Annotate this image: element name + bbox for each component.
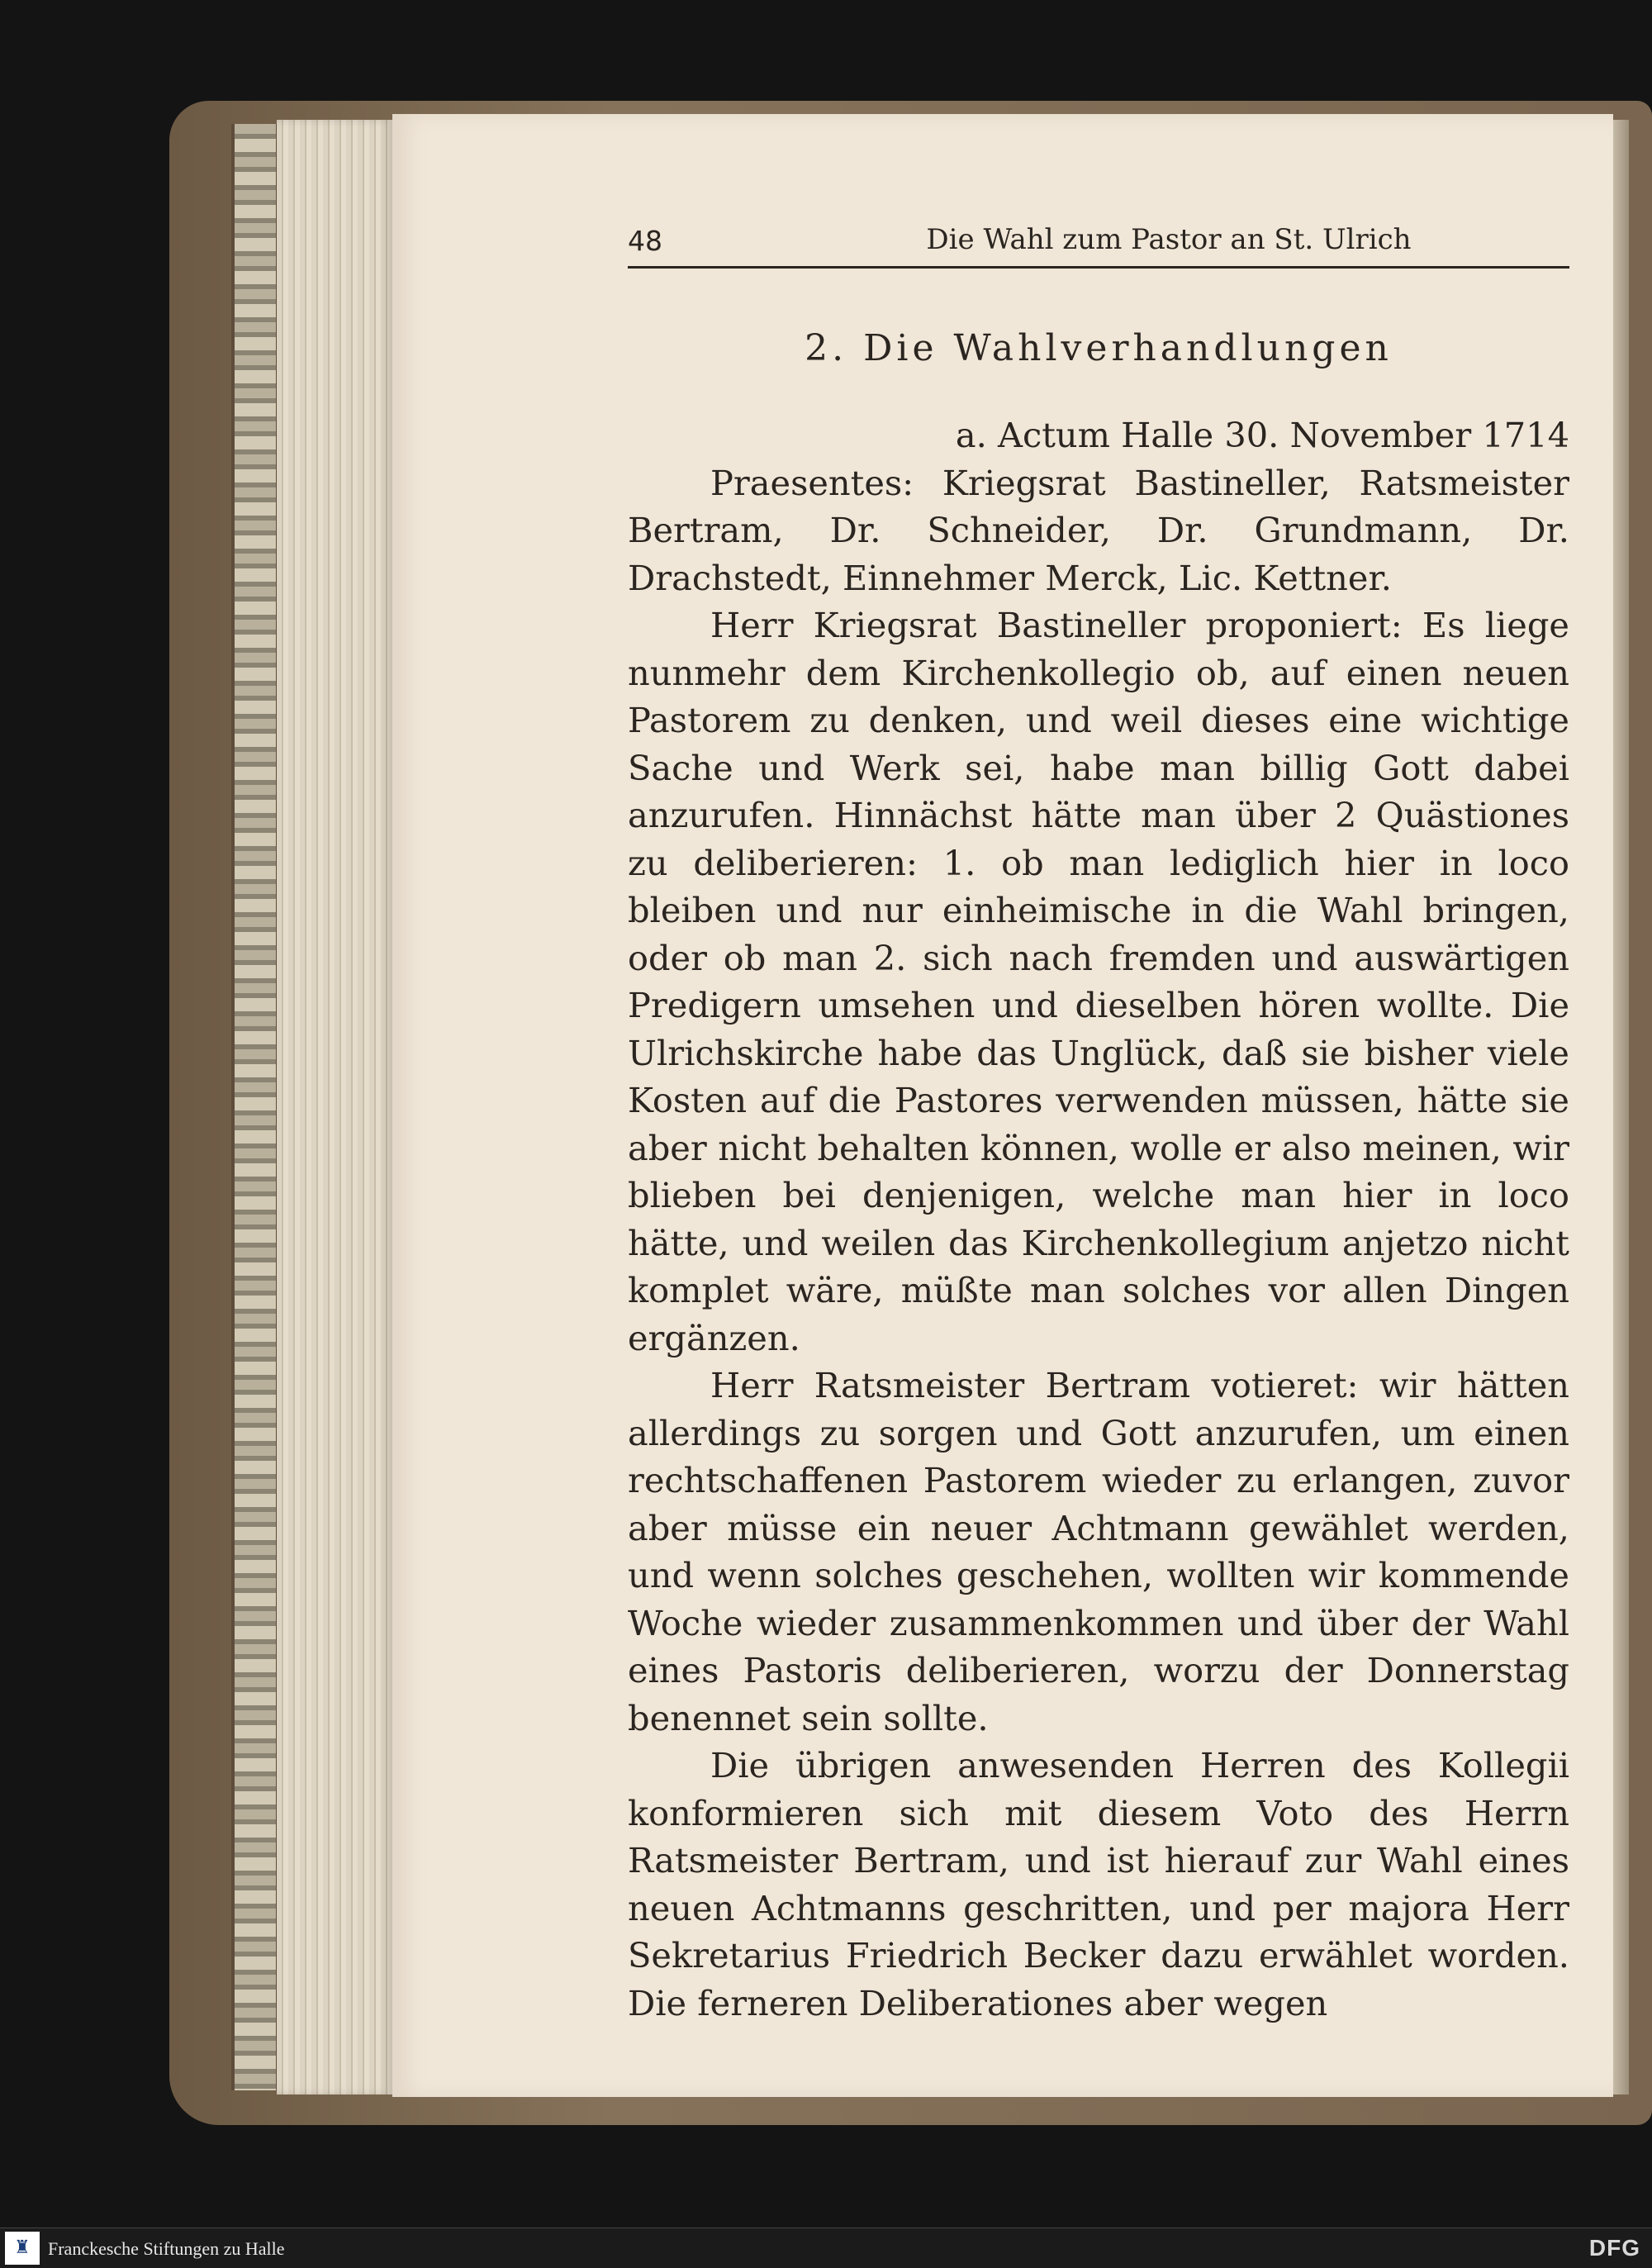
running-head: Die Wahl zum Pastor an St. Ulrich [926,223,1412,256]
paragraph: Die übrigen anwesenden Herren des Kollegii konformieren sich mit diesem Voto des Herrn Ratsmeister Bertram, und ist hierauf zur Wahl eines neuen Achtmanns geschritten, und per majora Herr Sekretarius Friedrich Becker dazu erwählet worden. Die ferneren Deliberationes aber wegen [628,1745,1569,2023]
viewer-footer [0,2228,1652,2268]
paragraph: Herr Kriegsrat Bastineller proponiert: Es liege nunmehr dem Kirchenkollegio ob, auf einen neuen Pastorem zu denken, und weil dieses eine wichtige Sache und Werk sei, habe man billig Gott dabei anzurufen. Hinnächst hätte man über 2 Quästiones zu deliberieren: 1. ob man lediglich hier in loco bleiben und nur einheimische in die Wahl bringen, oder ob man 2. sich nach fremden und auswärtigen Predigern umsehen und dieselben hören wollte. Die Ulrichskirche habe das Unglück, daß sie bisher viele Kosten auf die Pastores verwenden müssen, hätte sie aber nicht behalten können, wolle er also meinen, wir blieben bei denjenigen, welche man hier in loco hätte, und weilen das Kirchenkollegium anjetzo nicht komplet wäre, müßte man solches vor allen Dingen ergänzen. [628,605,1569,1358]
spine-ornament [231,124,279,2090]
page-edges [277,120,392,2094]
right-page-edge [1612,120,1629,2094]
running-header [628,223,1569,269]
institution-name: Franckesche Stiftungen zu Halle [48,2238,285,2259]
paragraph: Herr Ratsmeister Bertram votieret: wir hätten allerdings zu sorgen und Gott anzurufen, um einen rechtschaffenen Pastorem wieder zu erlangen, zuvor aber müsse ein neuer Achtmann gewählet werden, und wenn solches geschehen, wollten wir kommende Woche wieder zusammenkommen und über der Wahl eines Pastoris deliberieren, worzu der Donnerstag benennet sein sollte. [628,1365,1569,1738]
section-title: 2. Die Wahlverhandlungen [805,327,1393,369]
institution-logo-icon[interactable]: ♜ [5,2232,40,2265]
page-number: 48 [628,225,662,257]
paragraph: Praesentes: Kriegsrat Bastineller, Ratsmeister Bertram, Dr. Schneider, Dr. Grundmann, Dr. Drachstedt, Einnehmer Merck, Lic. Kettner. [628,462,1569,598]
dfg-logo: DFG [1588,2235,1640,2261]
body-text [628,411,1569,2027]
date-line: a. Actum Halle 30. November 1714 [955,415,1569,455]
book-page [392,114,1613,2097]
